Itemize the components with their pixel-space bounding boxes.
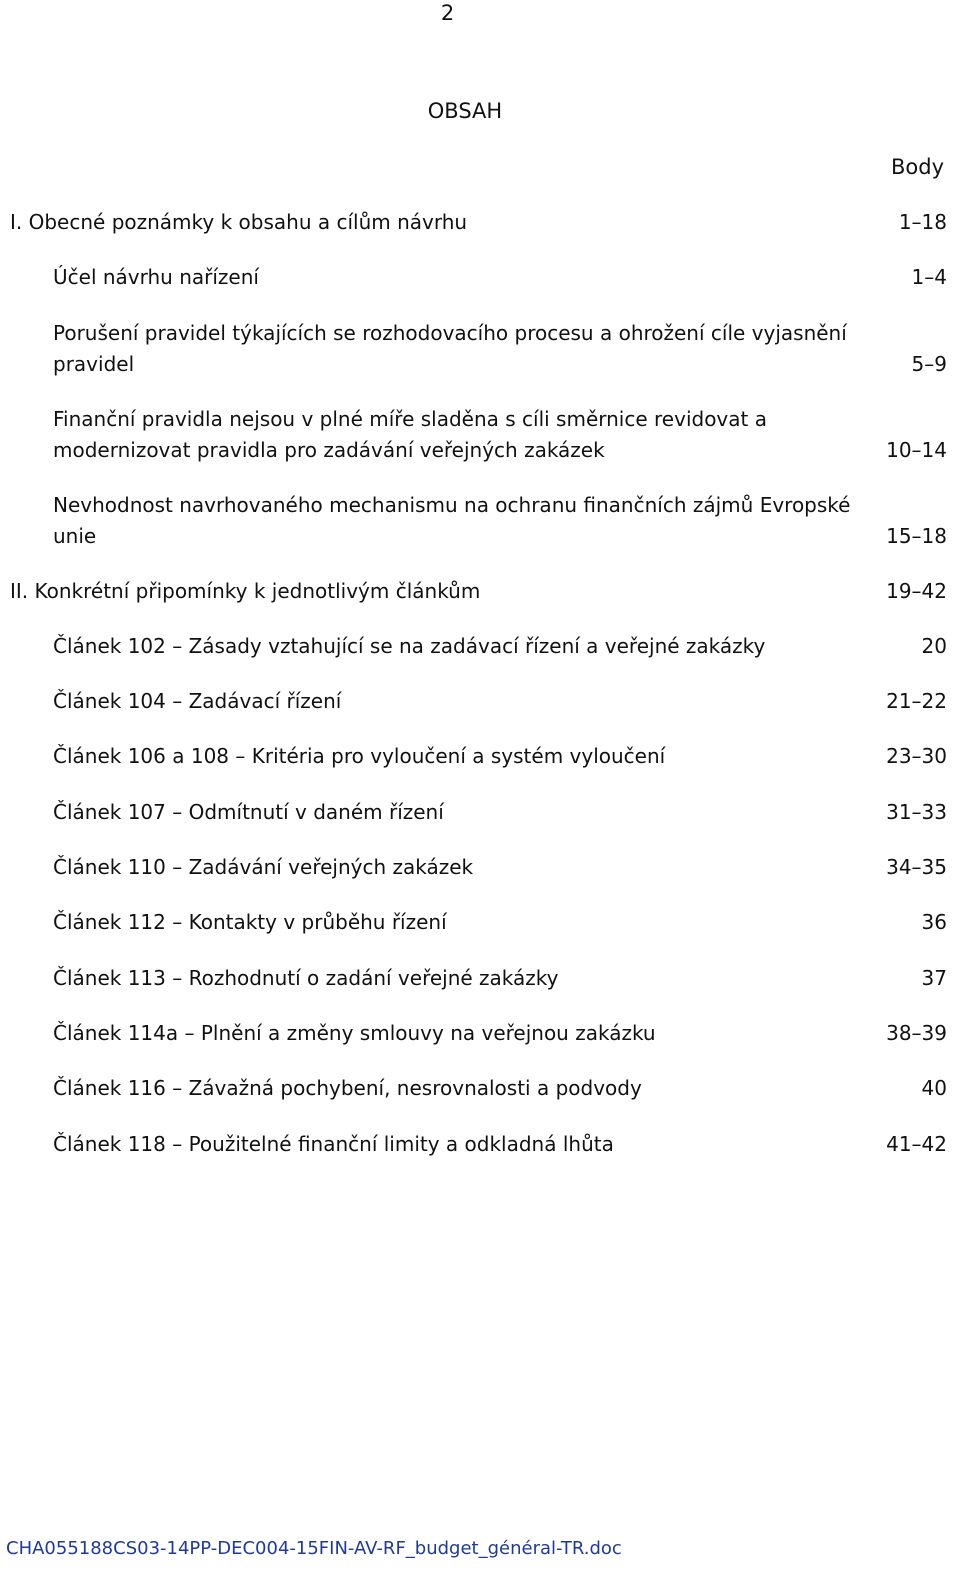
toc-entry-points: 10–14 [886, 437, 947, 462]
toc-entry-points: 41–42 [886, 1132, 947, 1156]
toc-entry-text: Článek 106 a 108 – Kritéria pro vyloučení a systém vyloučení [53, 744, 666, 768]
toc-entry-text: Článek 104 – Zadávací řízení [53, 689, 342, 713]
toc-entry-text: I. Obecné poznámky k obsahu a cílům návrhu [10, 210, 468, 234]
toc-entry-text: Článek 118 – Použitelné finanční limity a odkladná lhůta [53, 1132, 614, 1156]
page-title: OBSAH [427, 99, 503, 123]
toc-entry-points: 21–22 [886, 689, 947, 713]
toc-entry-points: 1–4 [911, 265, 947, 289]
toc-entry-text: Článek 116 – Závažná pochybení, nesrovnalosti a podvody [53, 1076, 642, 1100]
toc-entry-text: Článek 112 – Kontakty v průběhu řízení [53, 910, 447, 934]
toc-entry-points: 40 [921, 1076, 947, 1100]
page-number: 2 [440, 1, 455, 25]
toc-entry-points: 20 [921, 634, 947, 658]
toc-entry-text: Finanční pravidla nejsou v plné míře sladěna s cíli směrnice revidovat a modernizovat pravidla pro zadávání veřejných zakázek [53, 407, 767, 462]
toc-entry-points: 31–33 [886, 800, 947, 824]
toc-entry-text: Nevhodnost navrhovaného mechanismu na ochranu finančních zájmů Evropské unie [53, 493, 851, 548]
toc-entry-text: II. Konkrétní připomínky k jednotlivým článkům [10, 579, 481, 603]
toc-entry-text: Článek 113 – Rozhodnutí o zadání veřejné zakázky [53, 966, 559, 990]
toc-entry-text: Článek 102 – Zásady vztahující se na zadávací řízení a veřejné zakázky [53, 634, 766, 658]
toc-entry-points: 15–18 [886, 523, 947, 548]
toc-entry-points: 19–42 [886, 579, 947, 603]
toc-entry-points: 34–35 [886, 855, 947, 879]
body-column-header: Body [890, 155, 944, 179]
toc-entry-points: 38–39 [886, 1021, 947, 1045]
toc-entry-points: 1–18 [898, 210, 947, 234]
toc-entry-text: Článek 110 – Zadávání veřejných zakázek [53, 855, 474, 879]
toc-entry-text: Článek 107 – Odmítnutí v daném řízení [53, 800, 444, 824]
toc-entry-points: 37 [921, 966, 947, 990]
footer-filename: CHA055188CS03-14PP-DEC004-15FIN-AV-RF_budget_général-TR.doc [6, 1538, 622, 1559]
toc-entry-points: 36 [921, 910, 947, 934]
toc-entry-points: 5–9 [911, 351, 947, 376]
toc-entry-points: 23–30 [886, 744, 947, 768]
toc-entry-text: Článek 114a – Plnění a změny smlouvy na veřejnou zakázku [53, 1021, 656, 1045]
toc-entry-text: Porušení pravidel týkajících se rozhodovacího procesu a ohrožení cíle vyjasnění pravidel [53, 321, 847, 376]
toc-entry-text: Účel návrhu nařízení [53, 265, 259, 289]
